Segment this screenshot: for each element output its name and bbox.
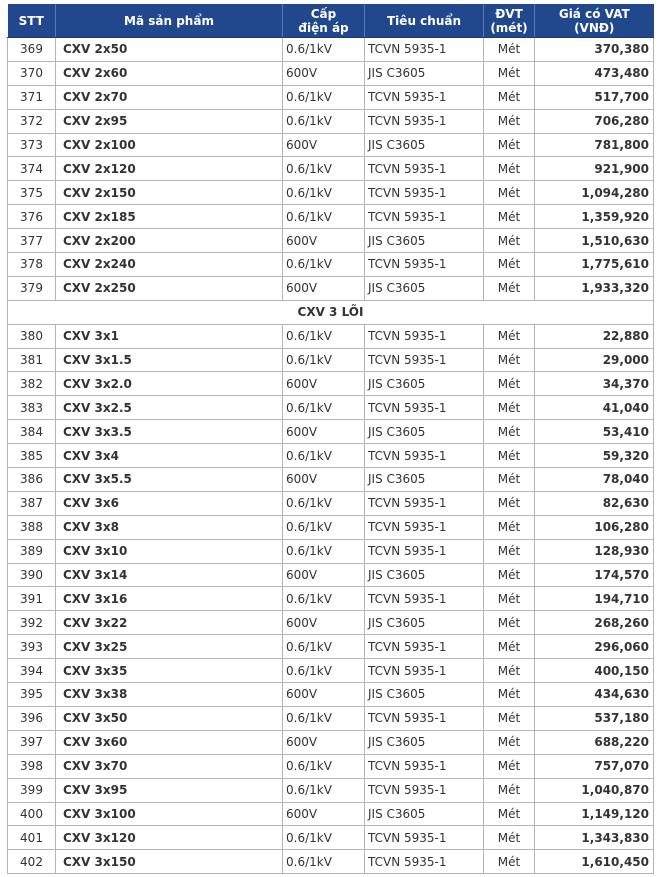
cell-product-code: CXV 2x240 (56, 253, 283, 277)
cell-unit: Mét (484, 109, 535, 133)
header-voltage (283, 4, 365, 38)
cell-standard: TCVN 5935-1 (365, 778, 484, 802)
cell-voltage: 0.6/1kV (283, 515, 365, 539)
cell-unit: Mét (484, 539, 535, 563)
table-row (8, 850, 654, 874)
cell-unit: Mét (484, 754, 535, 778)
cell-price: 537,180 (535, 706, 654, 730)
table-row (8, 396, 654, 420)
cell-stt: 380 (8, 324, 56, 348)
cell-product-code: CXV 3x3.5 (56, 420, 283, 444)
price-table (7, 4, 654, 874)
cell-standard: TCVN 5935-1 (365, 205, 484, 229)
cell-product-code: CXV 3x100 (56, 802, 283, 826)
cell-product-code: CXV 2x250 (56, 276, 283, 300)
cell-standard: TCVN 5935-1 (365, 85, 484, 109)
cell-standard: TCVN 5935-1 (365, 706, 484, 730)
table-row (8, 515, 654, 539)
cell-voltage: 600V (283, 133, 365, 157)
table-row (8, 157, 654, 181)
cell-unit: Mét (484, 659, 535, 683)
cell-price: 434,630 (535, 683, 654, 707)
cell-unit: Mét (484, 683, 535, 707)
cell-standard: TCVN 5935-1 (365, 396, 484, 420)
cell-product-code: CXV 3x6 (56, 491, 283, 515)
cell-product-code: CXV 2x100 (56, 133, 283, 157)
cell-unit: Mét (484, 229, 535, 253)
cell-stt: 371 (8, 85, 56, 109)
cell-stt: 392 (8, 611, 56, 635)
cell-price: 268,260 (535, 611, 654, 635)
cell-unit: Mét (484, 802, 535, 826)
cell-price: 53,410 (535, 420, 654, 444)
cell-standard: TCVN 5935-1 (365, 539, 484, 563)
cell-standard: JIS C3605 (365, 468, 484, 492)
table-row (8, 683, 654, 707)
cell-voltage: 0.6/1kV (283, 754, 365, 778)
cell-stt: 388 (8, 515, 56, 539)
cell-product-code: CXV 2x60 (56, 61, 283, 85)
cell-standard: JIS C3605 (365, 229, 484, 253)
cell-price: 194,710 (535, 587, 654, 611)
cell-voltage: 600V (283, 611, 365, 635)
table-row (8, 324, 654, 348)
table-row (8, 491, 654, 515)
cell-standard: TCVN 5935-1 (365, 754, 484, 778)
cell-standard: TCVN 5935-1 (365, 181, 484, 205)
cell-product-code: CXV 3x25 (56, 635, 283, 659)
cell-voltage: 0.6/1kV (283, 587, 365, 611)
cell-standard: JIS C3605 (365, 372, 484, 396)
table-row (8, 109, 654, 133)
cell-price: 370,380 (535, 38, 654, 62)
cell-voltage: 0.6/1kV (283, 659, 365, 683)
table-row (8, 205, 654, 229)
cell-unit: Mét (484, 515, 535, 539)
cell-voltage: 0.6/1kV (283, 706, 365, 730)
cell-stt: 374 (8, 157, 56, 181)
cell-price: 1,343,830 (535, 826, 654, 850)
table-row (8, 778, 654, 802)
cell-price: 1,610,450 (535, 850, 654, 874)
cell-standard: JIS C3605 (365, 420, 484, 444)
cell-stt: 395 (8, 683, 56, 707)
cell-standard: TCVN 5935-1 (365, 587, 484, 611)
cell-standard: JIS C3605 (365, 563, 484, 587)
cell-unit: Mét (484, 181, 535, 205)
cell-product-code: CXV 3x35 (56, 659, 283, 683)
cell-standard: JIS C3605 (365, 802, 484, 826)
cell-stt: 387 (8, 491, 56, 515)
cell-stt: 393 (8, 635, 56, 659)
cell-price: 29,000 (535, 348, 654, 372)
table-row (8, 802, 654, 826)
table-row (8, 444, 654, 468)
cell-voltage: 0.6/1kV (283, 181, 365, 205)
cell-price: 781,800 (535, 133, 654, 157)
cell-voltage: 0.6/1kV (283, 38, 365, 62)
cell-voltage: 0.6/1kV (283, 109, 365, 133)
cell-stt: 397 (8, 730, 56, 754)
cell-stt: 381 (8, 348, 56, 372)
cell-stt: 396 (8, 706, 56, 730)
cell-product-code: CXV 2x185 (56, 205, 283, 229)
cell-product-code: CXV 3x14 (56, 563, 283, 587)
cell-stt: 382 (8, 372, 56, 396)
cell-voltage: 0.6/1kV (283, 253, 365, 277)
cell-standard: TCVN 5935-1 (365, 635, 484, 659)
cell-stt: 390 (8, 563, 56, 587)
header-stt (8, 4, 56, 38)
cell-stt: 386 (8, 468, 56, 492)
cell-voltage: 600V (283, 61, 365, 85)
cell-price: 41,040 (535, 396, 654, 420)
cell-voltage: 0.6/1kV (283, 635, 365, 659)
cell-standard: JIS C3605 (365, 730, 484, 754)
cell-stt: 398 (8, 754, 56, 778)
cell-standard: JIS C3605 (365, 683, 484, 707)
cell-standard: TCVN 5935-1 (365, 157, 484, 181)
cell-stt: 389 (8, 539, 56, 563)
cell-stt: 373 (8, 133, 56, 157)
cell-stt: 372 (8, 109, 56, 133)
cell-product-code: CXV 3x2.0 (56, 372, 283, 396)
cell-price: 34,370 (535, 372, 654, 396)
cell-standard: JIS C3605 (365, 61, 484, 85)
header-unit-line2: (mét) (490, 20, 528, 35)
cell-price: 706,280 (535, 109, 654, 133)
cell-voltage: 600V (283, 802, 365, 826)
table-row (8, 181, 654, 205)
cell-product-code: CXV 3x16 (56, 587, 283, 611)
cell-unit: Mét (484, 348, 535, 372)
table-row (8, 38, 654, 62)
table-body (8, 38, 654, 874)
table-row (8, 539, 654, 563)
cell-product-code: CXV 3x60 (56, 730, 283, 754)
cell-voltage: 0.6/1kV (283, 850, 365, 874)
cell-voltage: 0.6/1kV (283, 157, 365, 181)
cell-voltage: 0.6/1kV (283, 539, 365, 563)
cell-product-code: CXV 3x10 (56, 539, 283, 563)
cell-standard: TCVN 5935-1 (365, 659, 484, 683)
cell-stt: 377 (8, 229, 56, 253)
header-price (535, 4, 654, 38)
table-row (8, 611, 654, 635)
cell-unit: Mét (484, 850, 535, 874)
table-row (8, 587, 654, 611)
cell-standard: TCVN 5935-1 (365, 444, 484, 468)
table-row (8, 276, 654, 300)
cell-product-code: CXV 2x200 (56, 229, 283, 253)
cell-stt: 384 (8, 420, 56, 444)
cell-unit: Mét (484, 491, 535, 515)
cell-product-code: CXV 3x70 (56, 754, 283, 778)
header-product-code-label: Mã sản phẩm (124, 13, 214, 28)
cell-product-code: CXV 2x50 (56, 38, 283, 62)
cell-voltage: 600V (283, 468, 365, 492)
cell-price: 59,320 (535, 444, 654, 468)
table-row (8, 635, 654, 659)
cell-unit: Mét (484, 706, 535, 730)
cell-price: 22,880 (535, 324, 654, 348)
cell-stt: 394 (8, 659, 56, 683)
cell-unit: Mét (484, 396, 535, 420)
cell-product-code: CXV 2x150 (56, 181, 283, 205)
cell-product-code: CXV 3x95 (56, 778, 283, 802)
cell-voltage: 600V (283, 372, 365, 396)
cell-stt: 401 (8, 826, 56, 850)
cell-price: 1,775,610 (535, 253, 654, 277)
header-standard (365, 4, 484, 38)
table-row (8, 420, 654, 444)
cell-product-code: CXV 3x2.5 (56, 396, 283, 420)
cell-voltage: 600V (283, 563, 365, 587)
cell-stt: 400 (8, 802, 56, 826)
cell-stt: 378 (8, 253, 56, 277)
cell-product-code: CXV 3x4 (56, 444, 283, 468)
cell-unit: Mét (484, 468, 535, 492)
cell-voltage: 0.6/1kV (283, 396, 365, 420)
cell-unit: Mét (484, 253, 535, 277)
cell-standard: TCVN 5935-1 (365, 253, 484, 277)
cell-voltage: 600V (283, 276, 365, 300)
table-row (8, 826, 654, 850)
cell-voltage: 0.6/1kV (283, 324, 365, 348)
table-row (8, 659, 654, 683)
cell-stt: 369 (8, 38, 56, 62)
cell-unit: Mét (484, 85, 535, 109)
cell-price: 82,630 (535, 491, 654, 515)
cell-stt: 385 (8, 444, 56, 468)
table-row (8, 754, 654, 778)
cell-unit: Mét (484, 205, 535, 229)
cell-standard: TCVN 5935-1 (365, 515, 484, 539)
cell-voltage: 0.6/1kV (283, 205, 365, 229)
cell-price: 1,510,630 (535, 229, 654, 253)
cell-voltage: 600V (283, 683, 365, 707)
cell-stt: 376 (8, 205, 56, 229)
cell-voltage: 0.6/1kV (283, 826, 365, 850)
cell-product-code: CXV 3x38 (56, 683, 283, 707)
cell-stt: 402 (8, 850, 56, 874)
header-standard-label: Tiêu chuẩn (387, 13, 461, 28)
cell-voltage: 600V (283, 420, 365, 444)
cell-price: 1,094,280 (535, 181, 654, 205)
cell-standard: TCVN 5935-1 (365, 491, 484, 515)
cell-standard: JIS C3605 (365, 276, 484, 300)
cell-price: 400,150 (535, 659, 654, 683)
cell-product-code: CXV 2x120 (56, 157, 283, 181)
cell-unit: Mét (484, 372, 535, 396)
cell-unit: Mét (484, 444, 535, 468)
table-row (8, 563, 654, 587)
cell-price: 1,149,120 (535, 802, 654, 826)
header-voltage-line2: điện áp (298, 20, 349, 35)
cell-price: 688,220 (535, 730, 654, 754)
cell-unit: Mét (484, 133, 535, 157)
cell-unit: Mét (484, 420, 535, 444)
cell-standard: TCVN 5935-1 (365, 348, 484, 372)
cell-unit: Mét (484, 635, 535, 659)
cell-standard: TCVN 5935-1 (365, 38, 484, 62)
cell-standard: TCVN 5935-1 (365, 826, 484, 850)
table-row (8, 468, 654, 492)
header-price-label: Giá có VAT (VNĐ) (558, 6, 630, 35)
cell-voltage: 600V (283, 730, 365, 754)
header-voltage-line1: Cấp (310, 6, 337, 21)
cell-unit: Mét (484, 324, 535, 348)
cell-standard: TCVN 5935-1 (365, 324, 484, 348)
cell-voltage: 600V (283, 229, 365, 253)
table-row (8, 229, 654, 253)
cell-product-code: CXV 2x70 (56, 85, 283, 109)
cell-product-code: CXV 3x50 (56, 706, 283, 730)
cell-voltage: 0.6/1kV (283, 85, 365, 109)
cell-product-code: CXV 3x22 (56, 611, 283, 635)
cell-unit: Mét (484, 61, 535, 85)
cell-stt: 370 (8, 61, 56, 85)
cell-unit: Mét (484, 730, 535, 754)
header-product-code (56, 4, 283, 38)
cell-unit: Mét (484, 826, 535, 850)
table-row (8, 348, 654, 372)
cell-product-code: CXV 3x150 (56, 850, 283, 874)
cell-stt: 391 (8, 587, 56, 611)
cell-price: 517,700 (535, 85, 654, 109)
cell-unit: Mét (484, 611, 535, 635)
cell-stt: 399 (8, 778, 56, 802)
table-row (8, 253, 654, 277)
table-row (8, 730, 654, 754)
cell-price: 106,280 (535, 515, 654, 539)
cell-unit: Mét (484, 38, 535, 62)
table-row (8, 372, 654, 396)
cell-price: 921,900 (535, 157, 654, 181)
table-header (8, 4, 654, 38)
cell-voltage: 0.6/1kV (283, 444, 365, 468)
table-row (8, 85, 654, 109)
cell-product-code: CXV 3x1.5 (56, 348, 283, 372)
table-row (8, 706, 654, 730)
cell-price: 757,070 (535, 754, 654, 778)
cell-price: 128,930 (535, 539, 654, 563)
header-unit-line1: ĐVT (495, 6, 523, 21)
cell-unit: Mét (484, 587, 535, 611)
cell-voltage: 0.6/1kV (283, 491, 365, 515)
section-title: CXV 3 LÕI (8, 300, 654, 324)
cell-unit: Mét (484, 563, 535, 587)
header-unit (484, 4, 535, 38)
cell-product-code: CXV 2x95 (56, 109, 283, 133)
cell-voltage: 0.6/1kV (283, 778, 365, 802)
cell-price: 473,480 (535, 61, 654, 85)
cell-voltage: 0.6/1kV (283, 348, 365, 372)
table-row (8, 61, 654, 85)
cell-price: 78,040 (535, 468, 654, 492)
cell-stt: 375 (8, 181, 56, 205)
cell-product-code: CXV 3x8 (56, 515, 283, 539)
cell-product-code: CXV 3x120 (56, 826, 283, 850)
cell-unit: Mét (484, 778, 535, 802)
cell-standard: JIS C3605 (365, 611, 484, 635)
cell-stt: 383 (8, 396, 56, 420)
cell-product-code: CXV 3x1 (56, 324, 283, 348)
cell-price: 1,933,320 (535, 276, 654, 300)
cell-unit: Mét (484, 276, 535, 300)
cell-price: 1,359,920 (535, 205, 654, 229)
cell-price: 296,060 (535, 635, 654, 659)
cell-standard: TCVN 5935-1 (365, 850, 484, 874)
cell-price: 1,040,870 (535, 778, 654, 802)
cell-unit: Mét (484, 157, 535, 181)
cell-product-code: CXV 3x5.5 (56, 468, 283, 492)
cell-stt: 379 (8, 276, 56, 300)
cell-standard: JIS C3605 (365, 133, 484, 157)
cell-standard: TCVN 5935-1 (365, 109, 484, 133)
section-row-3-core (8, 300, 654, 324)
header-stt-label: STT (18, 13, 44, 28)
table-row (8, 133, 654, 157)
cell-price: 174,570 (535, 563, 654, 587)
